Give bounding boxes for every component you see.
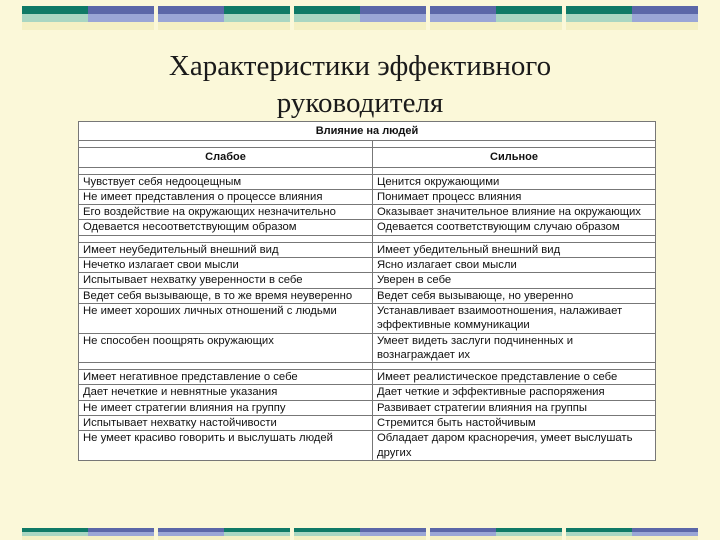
weak-trait-cell: Не имеет хороших личных отношений с людьми	[79, 303, 373, 333]
table-row	[79, 242, 656, 257]
weak-trait-cell: Нечетко излагает свои мысли	[79, 258, 373, 273]
slide-title	[0, 48, 720, 122]
table-row	[79, 205, 656, 220]
weak-trait-cell: Не имеет стратегии влияния на группу	[79, 400, 373, 415]
weak-trait-cell: Его воздействие на окружающих незначительно	[79, 205, 373, 220]
table-row	[79, 385, 656, 400]
table-row	[79, 370, 656, 385]
table-row	[79, 416, 656, 431]
weak-trait-cell: Чувствует себя недооцещным	[79, 174, 373, 189]
decorative-block	[430, 6, 562, 30]
decorative-block	[22, 528, 154, 540]
strong-trait-cell: Обладает даром красноречия, умеет выслушать других	[373, 431, 656, 461]
table-row	[79, 220, 656, 235]
weak-trait-cell: Не умеет красиво говорить и выслушать людей	[79, 431, 373, 461]
table-row	[79, 174, 656, 189]
table-row	[79, 303, 656, 333]
strong-trait-cell: Ведет себя вызывающе, но уверенно	[373, 288, 656, 303]
strong-trait-cell: Одевается соответствующим случаю образом	[373, 220, 656, 235]
column-header-weak: Слабое	[79, 148, 373, 167]
bottom-decorative-band	[0, 528, 720, 540]
strong-trait-cell: Уверен в себе	[373, 273, 656, 288]
spacer-row	[79, 235, 656, 242]
table-row	[79, 333, 656, 363]
table-row	[79, 273, 656, 288]
top-decorative-band	[0, 6, 720, 30]
table-row	[79, 431, 656, 461]
weak-trait-cell: Имеет неубедительный внешний вид	[79, 242, 373, 257]
weak-trait-cell: Дает нечеткие и невнятные указания	[79, 385, 373, 400]
strong-trait-cell: Ясно излагает свои мысли	[373, 258, 656, 273]
leader-characteristics-table	[78, 121, 656, 461]
spacer-row	[79, 141, 656, 148]
decorative-block	[158, 528, 290, 540]
decorative-block	[294, 6, 426, 30]
strong-trait-cell: Развивает стратегии влияния на группы	[373, 400, 656, 415]
table-row	[79, 400, 656, 415]
strong-trait-cell: Стремится быть настойчивым	[373, 416, 656, 431]
table-row	[79, 189, 656, 204]
weak-trait-cell: Одевается несоответствующим образом	[79, 220, 373, 235]
table-row	[79, 258, 656, 273]
table-caption: Влияние на людей	[79, 122, 656, 141]
spacer-row	[79, 167, 656, 174]
weak-trait-cell: Испытывает нехватку настойчивости	[79, 416, 373, 431]
title-line-2: руководителя	[276, 87, 444, 119]
decorative-block	[430, 528, 562, 540]
title-line-1: Характеристики эффективного	[168, 50, 552, 82]
decorative-block	[566, 528, 698, 540]
spacer-row	[79, 363, 656, 370]
strong-trait-cell: Имеет убедительный внешний вид	[373, 242, 656, 257]
table-header-row	[79, 148, 656, 167]
weak-trait-cell: Имеет негативное представление о себе	[79, 370, 373, 385]
strong-trait-cell: Оказывает значительное влияние на окружающих	[373, 205, 656, 220]
weak-trait-cell: Не имеет представления о процессе влияния	[79, 189, 373, 204]
strong-trait-cell: Умеет видеть заслуги подчиненных и вознаграждает их	[373, 333, 656, 363]
strong-trait-cell: Имеет реалистическое представление о себе	[373, 370, 656, 385]
decorative-block	[158, 6, 290, 30]
weak-trait-cell: Не способен поощрять окружающих	[79, 333, 373, 363]
weak-trait-cell: Испытывает нехватку уверенности в себе	[79, 273, 373, 288]
column-header-strong: Сильное	[373, 148, 656, 167]
decorative-block	[294, 528, 426, 540]
table-caption-row	[79, 122, 656, 141]
strong-trait-cell: Понимает процесс влияния	[373, 189, 656, 204]
strong-trait-cell: Дает четкие и эффективные распоряжения	[373, 385, 656, 400]
decorative-block	[22, 6, 154, 30]
strong-trait-cell: Ценится окружающими	[373, 174, 656, 189]
table-row	[79, 288, 656, 303]
decorative-block	[566, 6, 698, 30]
strong-trait-cell: Устанавливает взаимоотношения, налаживает эффективные коммуникации	[373, 303, 656, 333]
weak-trait-cell: Ведет себя вызывающе, в то же время неуверенно	[79, 288, 373, 303]
